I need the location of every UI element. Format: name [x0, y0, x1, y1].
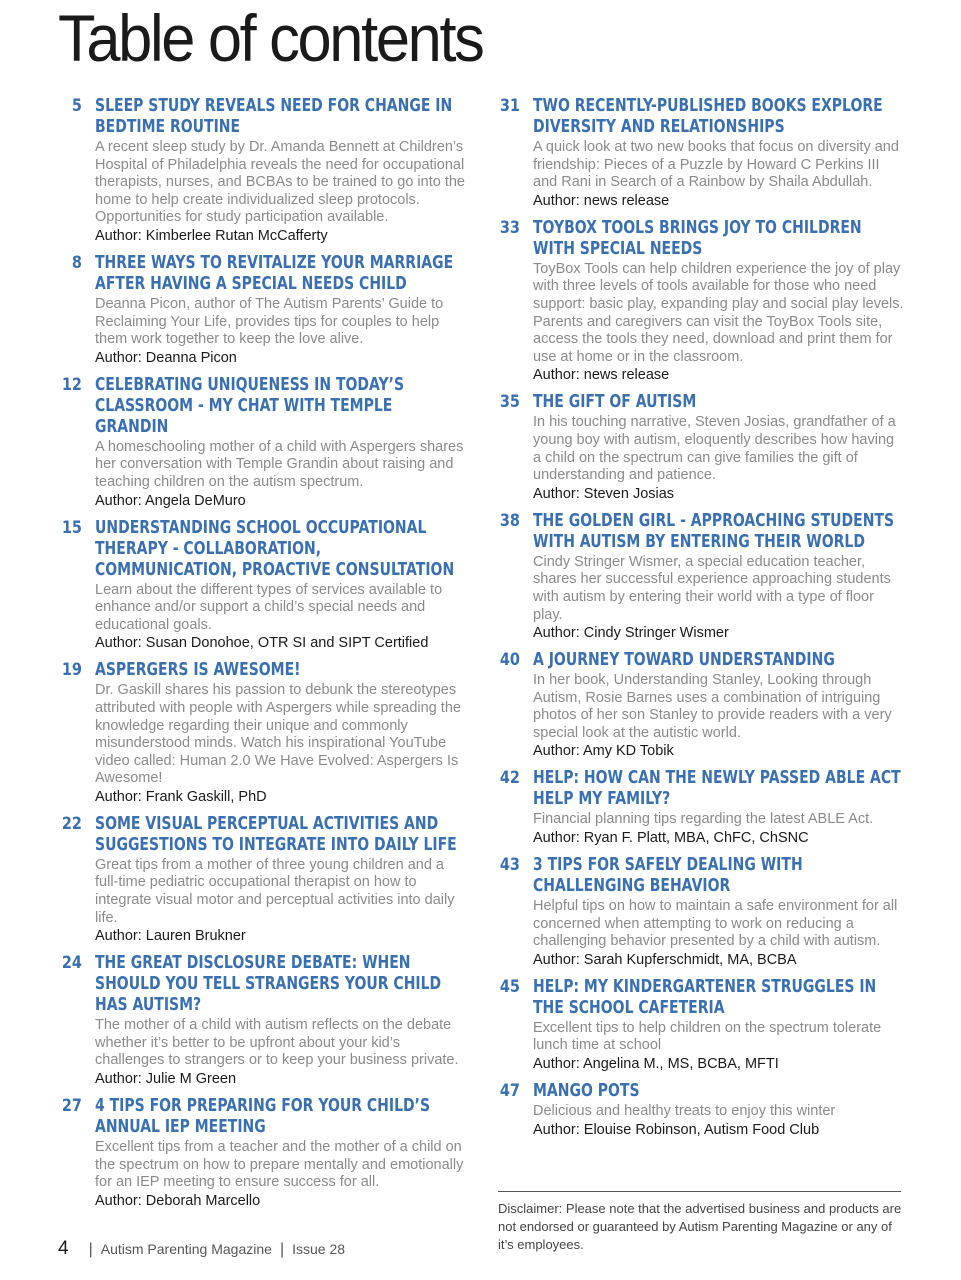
toc-entry-title[interactable]: A JOURNEY TOWARD UNDERSTANDING	[533, 650, 835, 671]
toc-entry-title[interactable]: 3 TIPS FOR SAFELY DEALING WITH CHALLENGING BEHAVIOR	[533, 855, 803, 897]
toc-page-number: 12	[61, 374, 82, 395]
toc-entry-author: Author: Angela DeMuro	[95, 492, 246, 509]
toc-page-number: 19	[61, 660, 82, 681]
toc-entry-author: Author: Deborah Marcello	[95, 1192, 261, 1209]
toc-entry-title[interactable]: ASPERGERS IS AWESOME!	[95, 660, 301, 681]
toc-page-number: 35	[499, 392, 520, 413]
toc-entry-author: Author: Susan Donohoe, OTR SI and SIPT Certified	[95, 635, 429, 652]
toc-entry-title[interactable]: HELP: HOW CAN THE NEWLY PASSED ABLE ACT HELP MY FAMILY?	[533, 768, 901, 810]
footer-page-number: 4	[58, 1238, 69, 1259]
toc-entry-title[interactable]: MANGO POTS	[533, 1081, 640, 1102]
toc-entry[interactable]	[50, 660, 465, 806]
toc-entry-author: Author: Frank Gaskill, PhD	[95, 788, 267, 805]
toc-entry-author: Author: news release	[533, 367, 670, 384]
toc-entry-author: Author: Julie M Green	[95, 1071, 237, 1088]
toc-left-column	[50, 96, 465, 1218]
toc-entry-description: Dr. Gaskill shares his passion to debunk the stereotypes attributed with people with Aspergers while spreading the knowledge regarding their unique and commonly misunderstood minds. Watch his inspirational YouTube video called: Human 2.0 We Have Evolved: Aspergers Is Awesome!	[95, 682, 461, 787]
toc-entry-author: Author: Steven Josias	[533, 485, 675, 502]
toc-entry[interactable]	[50, 953, 465, 1088]
toc-entry-description: Helpful tips on how to maintain a safe environment for all concerned when attempting to work on reducing a challenging behavior presented by a child with autism.	[533, 898, 898, 950]
footer-issue: Issue 28	[292, 1241, 346, 1257]
toc-entry-description: Delicious and healthy treats to enjoy this winter	[533, 1103, 836, 1120]
toc-entry[interactable]	[488, 218, 906, 385]
toc-entry[interactable]	[50, 96, 465, 245]
toc-entry-title[interactable]: HELP: MY KINDERGARTENER STRUGGLES IN THE SCHOOL CAFETERIA	[533, 976, 877, 1018]
toc-entry-description: Learn about the different types of services available to enhance and/or support a child’s special needs and educational goals.	[95, 581, 443, 633]
toc-page-number: 42	[499, 768, 520, 789]
toc-entry-author: Author: Kimberlee Rutan McCafferty	[95, 227, 328, 244]
toc-entry[interactable]	[50, 1096, 465, 1210]
toc-entry[interactable]	[488, 977, 906, 1073]
toc-page-number: 45	[499, 976, 520, 997]
toc-page-number: 47	[499, 1081, 520, 1102]
toc-page-number: 22	[61, 813, 82, 834]
toc-page-number: 31	[499, 96, 520, 116]
toc-entry-author: Author: Amy KD Tobik	[533, 743, 674, 760]
toc-entry[interactable]	[50, 814, 465, 945]
toc-page-number: 40	[499, 650, 520, 671]
disclaimer-divider	[498, 1191, 901, 1192]
toc-entry-title[interactable]: UNDERSTANDING SCHOOL OCCUPATIONAL THERAPY - COLLABORATION, COMMUNICATION, PROACTIVE CONSULTATION	[95, 517, 455, 580]
toc-entry-title[interactable]: THE GOLDEN GIRL - APPROACHING STUDENTS WITH AUTISM BY ENTERING THEIR WORLD	[533, 510, 895, 552]
toc-entry-title[interactable]: 4 TIPS FOR PREPARING FOR YOUR CHILD’S ANNUAL IEP MEETING	[95, 1096, 431, 1138]
footer-divider: |	[279, 1241, 285, 1258]
toc-entry-title[interactable]: SLEEP STUDY REVEALS NEED FOR CHANGE IN BEDTIME ROUTINE	[95, 96, 453, 137]
toc-entry-author: Author: Sarah Kupferschmidt, MA, BCBA	[533, 951, 797, 968]
toc-entry-author: Author: Cindy Stringer Wismer	[533, 625, 729, 642]
toc-entry[interactable]	[488, 650, 906, 760]
toc-entry-author: Author: news release	[533, 192, 670, 209]
toc-entry-author: Author: Ryan F. Platt, MBA, ChFC, ChSNC	[533, 830, 809, 847]
toc-entry[interactable]	[50, 518, 465, 653]
toc-entry-description: Cindy Stringer Wismer, a special education teacher, shares her successful experience approaching students with autism by entering their world with a type of floor play.	[533, 553, 891, 623]
toc-entry[interactable]	[488, 1081, 906, 1139]
toc-entry-title[interactable]: THE GREAT DISCLOSURE DEBATE: WHEN SHOULD YOU TELL STRANGERS YOUR CHILD HAS AUTISM?	[95, 953, 442, 1016]
toc-entry-author: Author: Elouise Robinson, Autism Food Club	[533, 1121, 820, 1138]
toc-page-number: 43	[499, 855, 520, 876]
toc-entry-description: In her book, Understanding Stanley, Looking through Autism, Rosie Barnes uses a combination of intriguing photos of her son Stanley to provide readers with a very special look at the autistic world.	[533, 672, 892, 741]
toc-entry-description: ToyBox Tools can help children experience the joy of play with three levels of tools available for those who need support: basic play, expanding play and social play levels. Parents and caregivers can visit the ToyBox Tools site, access the tools they need, download and print them for use at home or in the classroom.	[533, 260, 904, 365]
toc-entry[interactable]	[50, 375, 465, 510]
toc-entry-description: Deanna Picon, author of The Autism Parents’ Guide to Reclaiming Your Life, provides tips for couples to help them work together to keep the love alive.	[95, 295, 444, 348]
toc-entry-title[interactable]: TWO RECENTLY-PUBLISHED BOOKS EXPLORE DIVERSITY AND RELATIONSHIPS	[533, 96, 883, 137]
toc-page-number: 38	[499, 510, 520, 531]
toc-entry-title[interactable]: CELEBRATING UNIQUENESS IN TODAY’S CLASSROOM - MY CHAT WITH TEMPLE GRANDIN	[95, 374, 405, 437]
toc-entry-description: A homeschooling mother of a child with Aspergers shares her conversation with Temple Grandin about raising and teaching children on the autism spectrum.	[95, 438, 464, 490]
toc-page-number: 24	[61, 953, 82, 974]
toc-entry-author: Author: Lauren Brukner	[95, 928, 246, 945]
toc-page-number: 15	[61, 517, 82, 538]
toc-entry[interactable]	[488, 768, 906, 847]
toc-page-number: 27	[61, 1096, 82, 1117]
toc-page-number: 33	[499, 217, 520, 238]
toc-page-number: 5	[71, 96, 82, 116]
toc-entry[interactable]	[488, 511, 906, 642]
page-title: Table of contents	[58, 1, 483, 75]
toc-entry-description: Excellent tips from a teacher and the mother of a child on the spectrum on how to prepare mentally and emotionally for an IEP meeting to ensure success for all.	[95, 1139, 464, 1191]
disclaimer: Disclaimer: Please note that the advertised business and products are not endorsed or guaranteed by Autism Parenting Magazine or any of it’s employees.	[498, 1201, 902, 1252]
toc-entry-author: Author: Deanna Picon	[95, 349, 237, 366]
toc-entry-title[interactable]: SOME VISUAL PERCEPTUAL ACTIVITIES AND SUGGESTIONS TO INTEGRATE INTO DAILY LIFE	[95, 813, 457, 855]
toc-entry-description: Great tips from a mother of three young children and a full-time pediatric occupational therapist on how to integrate visual motor and perceptual activities into daily life.	[95, 856, 455, 926]
toc-entry-description: Excellent tips to help children on the spectrum tolerate lunch time at school	[533, 1019, 882, 1054]
toc-entry-title[interactable]: THREE WAYS TO REVITALIZE YOUR MARRIAGE AFTER HAVING A SPECIAL NEEDS CHILD	[95, 252, 454, 294]
toc-entry[interactable]	[488, 96, 906, 210]
toc-entry[interactable]	[50, 253, 465, 367]
page-footer	[58, 1238, 345, 1260]
toc-page-number: 8	[71, 252, 82, 273]
footer-divider: |	[88, 1241, 93, 1258]
toc-entry-description: The mother of a child with autism reflects on the debate whether it’s better to be upfront about your kid’s challenges to strangers or to keep your business private.	[95, 1017, 459, 1069]
toc-entry-description: Financial planning tips regarding the latest ABLE Act.	[533, 811, 874, 828]
toc-entry[interactable]	[488, 855, 906, 969]
toc-right-column	[488, 96, 906, 1147]
footer-magazine-name: Autism Parenting Magazine	[100, 1241, 272, 1257]
toc-entry-description: A recent sleep study by Dr. Amanda Bennett at Children’s Hospital of Philadelphia reveals the need for occupational therapists, nurses, and BCBAs to be trained to go into the home to help create individualized sleep protocols. Opportunities for study participation available.	[95, 139, 465, 226]
toc-entry-description: In his touching narrative, Steven Josias, grandfather of a young boy with autism, eloquently describes how having a child on the spectrum can give families the gift of understanding and patience.	[533, 414, 896, 484]
toc-entry-description: A quick look at two new books that focus on diversity and friendship: Pieces of a Puzzle by Howard C Perkins III and Rani in Search of a Rainbow by Shaila Abdullah.	[533, 139, 899, 191]
toc-entry-title[interactable]: TOYBOX TOOLS BRINGS JOY TO CHILDREN WITH SPECIAL NEEDS	[533, 217, 862, 259]
toc-entry-author: Author: Angelina M., MS, BCBA, MFTI	[533, 1056, 779, 1073]
toc-entry[interactable]	[488, 392, 906, 502]
toc-entry-title[interactable]: THE GIFT OF AUTISM	[533, 392, 697, 413]
